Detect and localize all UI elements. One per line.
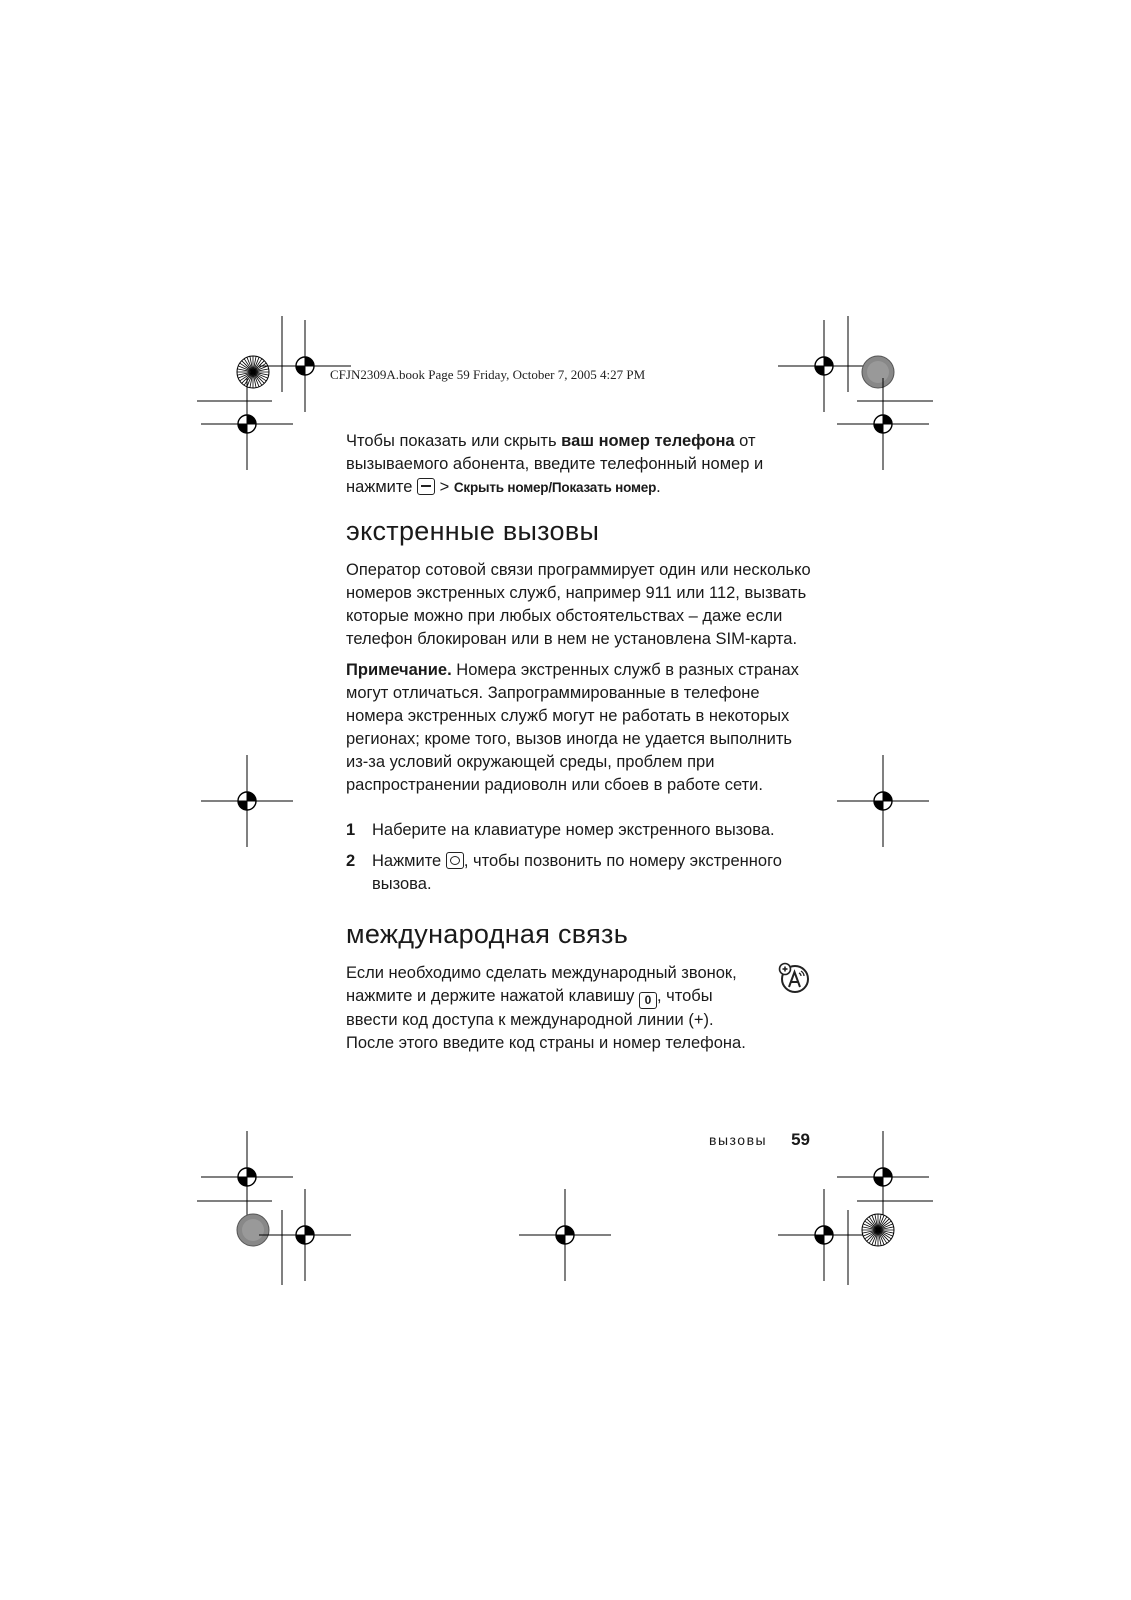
international-calls-heading: международная связь xyxy=(346,919,629,949)
step-number: 2 xyxy=(346,852,356,870)
network-feature-icon xyxy=(778,962,810,994)
emergency-steps xyxy=(346,819,816,896)
step-text: Наберите на клавиатуре номер экстренного вызова. xyxy=(372,821,775,839)
international-section xyxy=(346,962,816,1055)
page-number: 59 xyxy=(791,1130,810,1149)
note-label: Примечание. xyxy=(346,661,452,679)
caller-id-term: ваш номер телефона xyxy=(561,432,735,450)
step-item xyxy=(346,819,816,842)
international-paragraph: Если необходимо сделать международный звонок, нажмите и держите нажатой клавишу 0 , чтобы ввести код доступа к международной линии (+). После этого введите код страны и номер телефона. xyxy=(346,964,746,1052)
send-key-icon xyxy=(446,852,464,869)
menu-key-icon xyxy=(417,478,435,495)
page-content xyxy=(346,430,816,1055)
print-info-line: CFJN2309A.book Page 59 Friday, October 7, 2005 4:27 PM xyxy=(330,367,646,382)
zero-key-icon: 0 xyxy=(639,992,657,1009)
step-text: Нажмите , чтобы позвонить по номеру экстренного вызова. xyxy=(372,852,782,893)
emergency-note: Примечание. Номера экстренных служб в разных странах могут отличаться. Запрограммированные в телефоне номера экстренных служб могут не работать в некоторых регионах; кроме того, вызов иногда не удается выполнить из-за условий окружающей среды, проблем при распространении радиоволн или сбоев в работе сети. xyxy=(346,661,799,794)
step-number: 1 xyxy=(346,821,356,839)
step-item xyxy=(346,850,816,896)
footer-section-name: вызовы xyxy=(709,1132,768,1148)
menu-path: Скрыть номер/Показать номер xyxy=(453,480,657,495)
page-footer xyxy=(690,1130,810,1150)
emergency-calls-heading: экстренные вызовы xyxy=(346,516,600,546)
caller-id-paragraph: Чтобы показать или скрыть ваш номер телефона от вызываемого абонента, введите телефонный номер и нажмите > Скрыть номер/Показать номер. xyxy=(346,432,764,496)
emergency-paragraph: Оператор сотовой связи программирует один или несколько номеров экстренных служб, например 911 или 112, вызвать которые можно при любых обстоятельствах – даже если телефон блокирован или в нем не установлена SIM-карта. xyxy=(346,561,811,648)
